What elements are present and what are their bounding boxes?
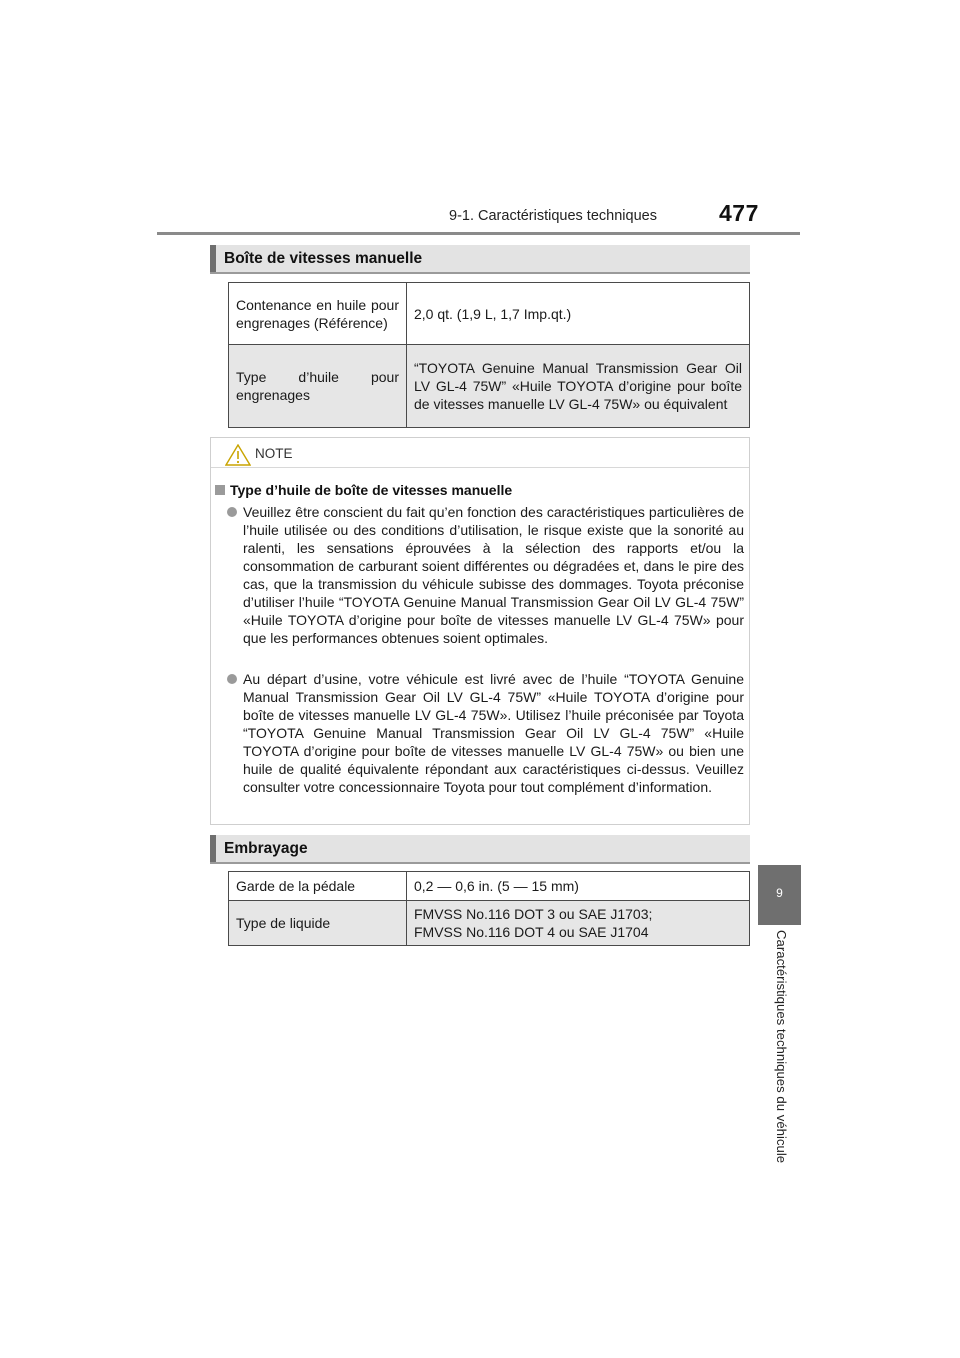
- spec-value-line: FMVSS No.116 DOT 3 ou SAE J1703;: [414, 906, 653, 922]
- page-number: 477: [719, 200, 759, 226]
- note-label: NOTE: [255, 446, 293, 461]
- note-bullet: [243, 503, 744, 647]
- square-bullet-icon: [215, 485, 225, 495]
- spec-label: Contenance en huile pour engrenages (Référence): [229, 283, 407, 345]
- note-bullet-text: Au départ d’usine, votre véhicule est livré avec de l’huile “TOYOTA Genuine Manual Transmission Gear Oil LV GL-4 75W” «Huile TOYOTA d’origine pour boîte de vitesses manuelle LV GL-4 75W». Utilisez l’huile préconisée par Toyota “TOYOTA Genuine Manual Transmission Gear Oil LV GL-4 75W” «Huile TOYOTA d’origine pour boîte de vitesses manuelle LV GL-4 75W» ou bien une huile de qualité équivalente répondant aux caractéristiques ci-dessus. Veuillez consulter votre concessionnaire Toyota pour tout complément d’information.: [243, 671, 744, 795]
- spec-value: [407, 901, 750, 946]
- spec-value: 2,0 qt. (1,9 L, 1,7 Imp.qt.): [407, 283, 750, 345]
- note-header: [211, 438, 749, 468]
- note-bullet-text: Veuillez être conscient du fait qu’en fonction des caractéristiques particulières de l’huile utilisée ou des conditions d’utilisation, le risque existe que la sonorité au ralenti, les sensations éprouvées à la sélection des rapports et/ou la consommation de carburant soient différentes ou dégradées et, dans le pire des cas, que la transmission du véhicule subisse des dommages. Toyota préconise d’utiliser l’huile “TOYOTA Genuine Manual Transmission Gear Oil LV GL-4 75W” «Huile TOYOTA d’origine pour boîte de vitesses manuelle LV GL-4 75W» pour que les performances obtenues soient optimales.: [243, 504, 744, 646]
- spec-value: 0,2 — 0,6 in. (5 — 15 mm): [407, 872, 750, 901]
- note-title-text: Type d’huile de boîte de vitesses manuelle: [230, 482, 513, 498]
- spec-row: [229, 345, 750, 428]
- spec-row: [229, 872, 750, 901]
- note-title: [215, 482, 512, 498]
- warning-triangle-icon: [225, 444, 251, 466]
- spec-row: [229, 283, 750, 345]
- header-divider: [157, 232, 800, 235]
- chapter-tab-caption: Caractéristiques techniques du véhicule: [774, 930, 789, 1164]
- section-title-manual-gearbox: Boîte de vitesses manuelle: [210, 245, 750, 272]
- spec-row: [229, 901, 750, 946]
- note-box: [210, 437, 750, 825]
- clutch-spec-table: [228, 871, 750, 946]
- spec-value: “TOYOTA Genuine Manual Transmission Gear Oil LV GL-4 75W” «Huile TOYOTA d’origine pour boîte de vitesses manuelle LV GL-4 75W» ou équivalent: [407, 345, 750, 428]
- round-bullet-icon: [227, 674, 237, 684]
- chapter-tab: 9: [758, 865, 801, 925]
- section-title-clutch: Embrayage: [210, 835, 750, 862]
- spec-value-line: FMVSS No.116 DOT 4 ou SAE J1704: [414, 924, 649, 940]
- note-bullet: [243, 670, 744, 796]
- spec-label: Type d’huile pour engrenages: [229, 345, 407, 428]
- manual-gearbox-spec-table: [228, 282, 750, 428]
- spec-label: Garde de la pédale: [229, 872, 407, 901]
- round-bullet-icon: [227, 507, 237, 517]
- spec-label: Type de liquide: [229, 901, 407, 946]
- page-header-section: 9-1. Caractéristiques techniques: [449, 208, 657, 224]
